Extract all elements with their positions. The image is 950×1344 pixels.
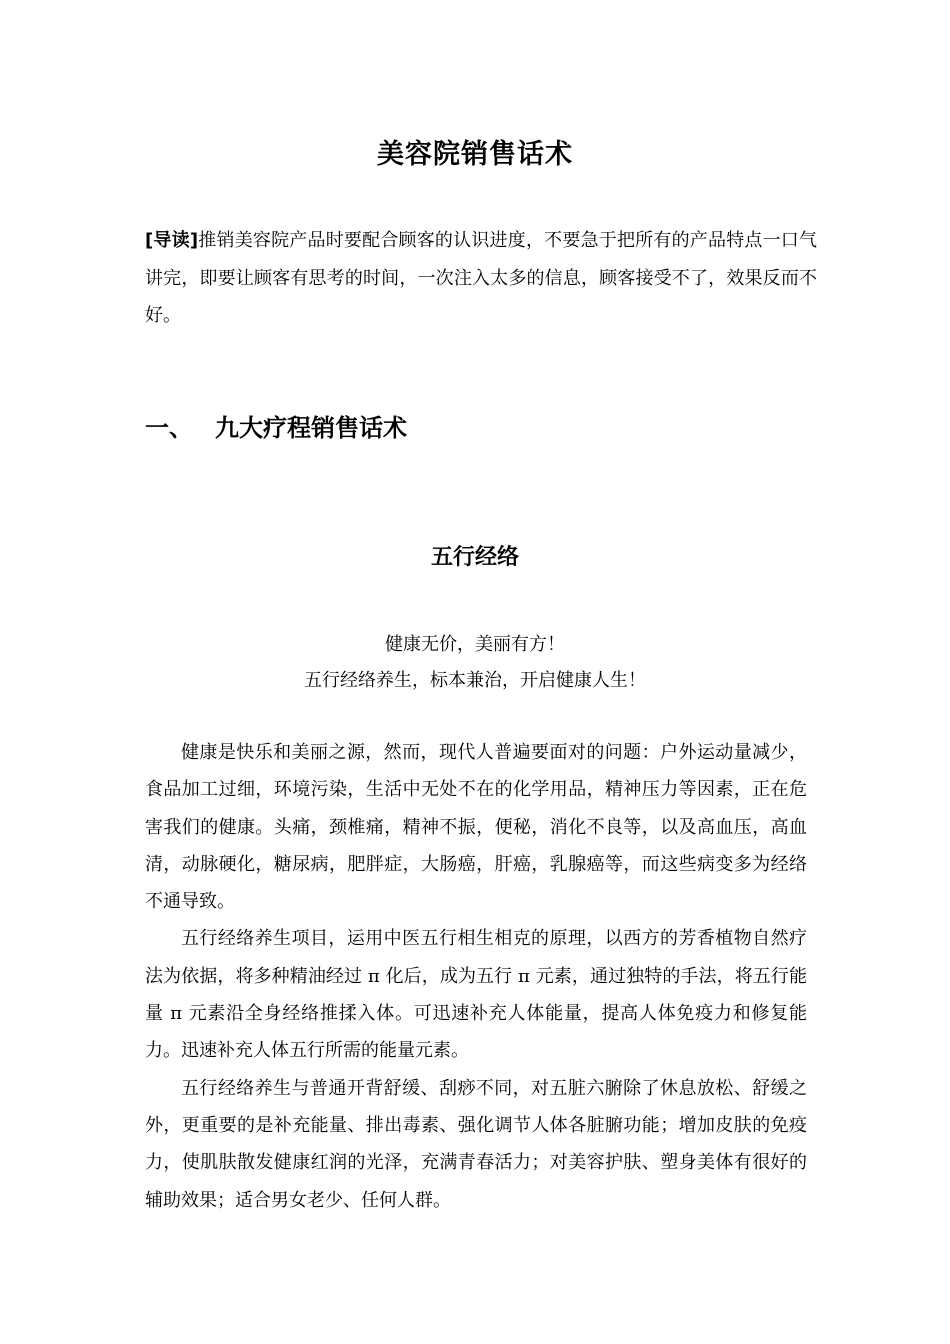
intro-text: 推销美容院产品时要配合顾客的认识进度，不要急于把所有的产品特点一口气讲完，即要让顾客有思考的时间，一次注入太多的信息，顾客接受不了，效果反而不好。 (145, 230, 818, 326)
body-text (145, 734, 807, 1219)
page-title: 美容院销售话术 (377, 139, 573, 170)
slogan-line: 五行经络养生，标本兼治，开启健康人生！ (304, 670, 646, 691)
section-title: 九大疗程销售话术 (215, 414, 407, 442)
body-paragraph: 五行经络养生与普通开背舒缓、刮痧不同，对五脏六腑除了休息放松、舒缓之外，更重要的是补充能量、排出毒素、强化调节人体各脏腑功能；增加皮肤的免疫力，使肌肤散发健康红润的光泽，充满青春活力；对美容护肤、塑身美体有很好的辅助效果；适合男女老少、任何人群。 (145, 1077, 807, 1211)
intro-paragraph (145, 222, 817, 335)
section-heading (145, 408, 407, 443)
body-paragraph: 健康是快乐和美丽之源，然而，现代人普遍要面对的问题：户外运动量减少，食品加工过细，环境污染，生活中无处不在的化学用品，精神压力等因素，正在危害我们的健康。头痛，颈椎痛，精神不振，便秘，消化不良等，以及高血压，高血清，动脉硬化，糖尿病，肥胖症，大肠癌，肝癌，乳腺癌等，而这些病变多为经络不通导致。 (145, 742, 807, 913)
slogan-line: 健康无价，美丽有方！ (385, 634, 565, 655)
section-number: 一、 (145, 414, 193, 442)
subsection-title: 五行经络 (430, 545, 519, 570)
intro-tag: [导读] (145, 230, 199, 251)
body-paragraph: 五行经络养生项目，运用中医五行相生相克的原理，以西方的芳香植物自然疗法为依据，将多种精油经过 π 化后，成为五行 π 元素，通过独特的手法，将五行能量 π 元素沿全身经络推揉入体。可迅速补充人体能量，提高人体免疫力和修复能力。迅速补充人体五行所需的能量元素。 (145, 928, 807, 1062)
